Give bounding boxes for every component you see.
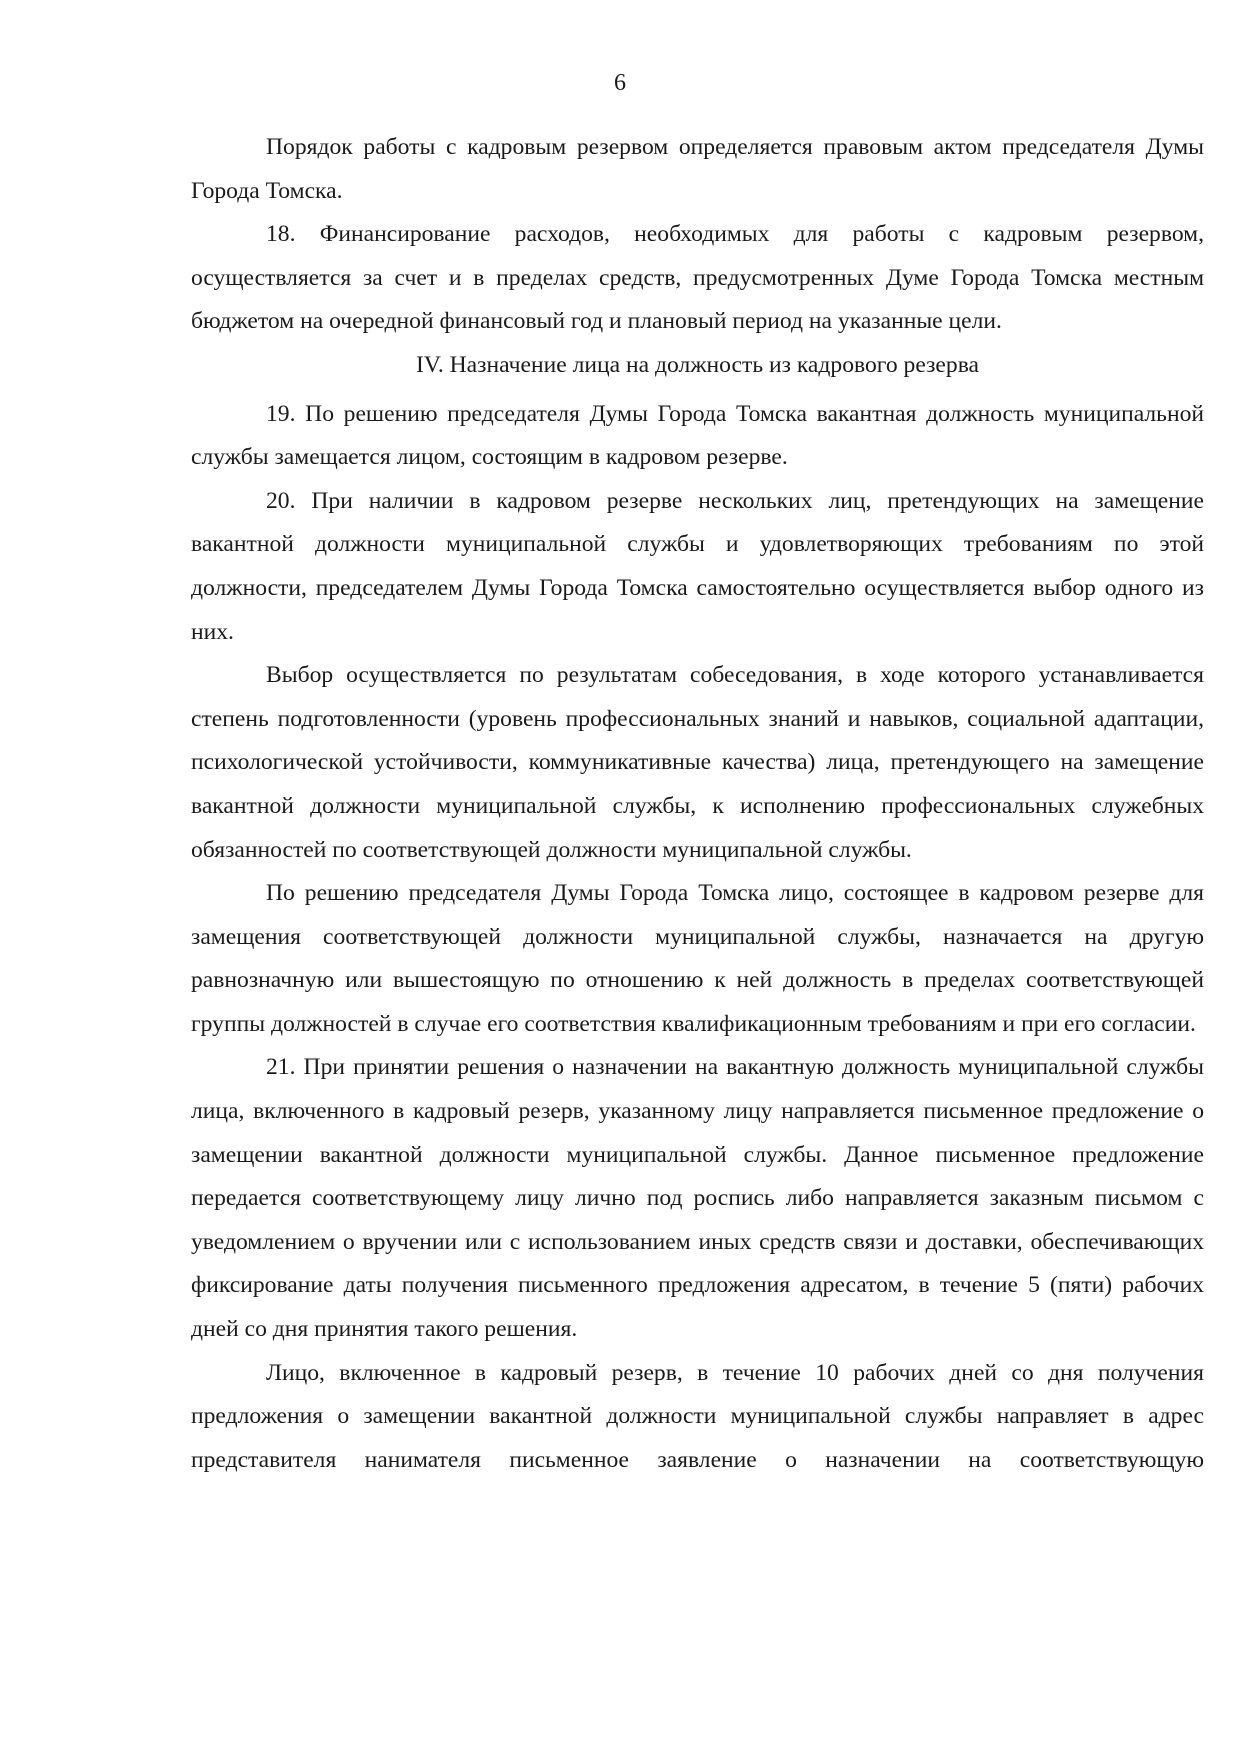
paragraph-reassignment: По решению председателя Думы Города Томска лицо, состоящее в кадровом резерве для замещения соответствующей должности муниципальной службы, назначается на другую равнозначную или вышестоящую по отношению к ней должность в пределах соответствующей группы должностей в случае его соответствия квалификационным требованиям и при его согласии.: [191, 880, 1204, 1037]
paragraph-selection: Выбор осуществляется по результатам собеседования, в ходе которого устанавливается степень подготовленности (уровень профессиональных знаний и навыков, социальной адаптации, психологической устойчивости, коммуникативные качества) лица, претендующего на замещение вакантной должности муниципальной службы, к исполнению профессиональных служебных обязанностей по соответствующей должности муниципальной службы.: [191, 662, 1204, 863]
section-heading-iv: IV. Назначение лица на должность из кадрового резерва: [415, 351, 980, 378]
paragraph-19: 19. По решению председателя Думы Города Томска вакантная должность муниципальной службы замещается лицом, состоящим в кадровом резерве.: [191, 400, 1204, 471]
paragraph-20: 20. При наличии в кадровом резерве нескольких лиц, претендующих на замещение вакантной должности муниципальной службы и удовлетворяющих требованиям по этой должности, председателем Думы Города Томска самостоятельно осуществляется выбор одного из них.: [191, 487, 1204, 645]
page-number: 6: [614, 70, 626, 96]
paragraph-application: Лицо, включенное в кадровый резерв, в течение 10 рабочих дней со дня получения предложения о замещении вакантной должности муниципальной службы направляет в адрес представителя нанимателя письменное заявление о назначении на соответствующую: [191, 1359, 1204, 1473]
paragraph-21: 21. При принятии решения о назначении на вакантную должность муниципальной службы лица, включенного в кадровый резерв, указанному лицу направляется письменное предложение о замещении вакантной должности муниципальной службы. Данное письменное предложение передается соответствующему лицу лично под роспись либо направляется заказным письмом с уведомлением о вручении или с использованием иных средств связи и доставки, обеспечивающих фиксирование даты получения письменного предложения адресатом, в течение 5 (пяти) рабочих дней со дня принятия такого решения.: [191, 1054, 1204, 1343]
document-body: [191, 126, 1204, 1482]
paragraph-reserve-procedure: Порядок работы с кадровым резервом определяется правовым актом председателя Думы Города Томска.: [191, 134, 1204, 204]
paragraph-18-financing: 18. Финансирование расходов, необходимых для работы с кадровым резервом, осуществляется за счет и в пределах средств, предусмотренных Думе Города Томска местным бюджетом на очередной финансовый год и плановый период на указанные цели.: [191, 221, 1204, 335]
